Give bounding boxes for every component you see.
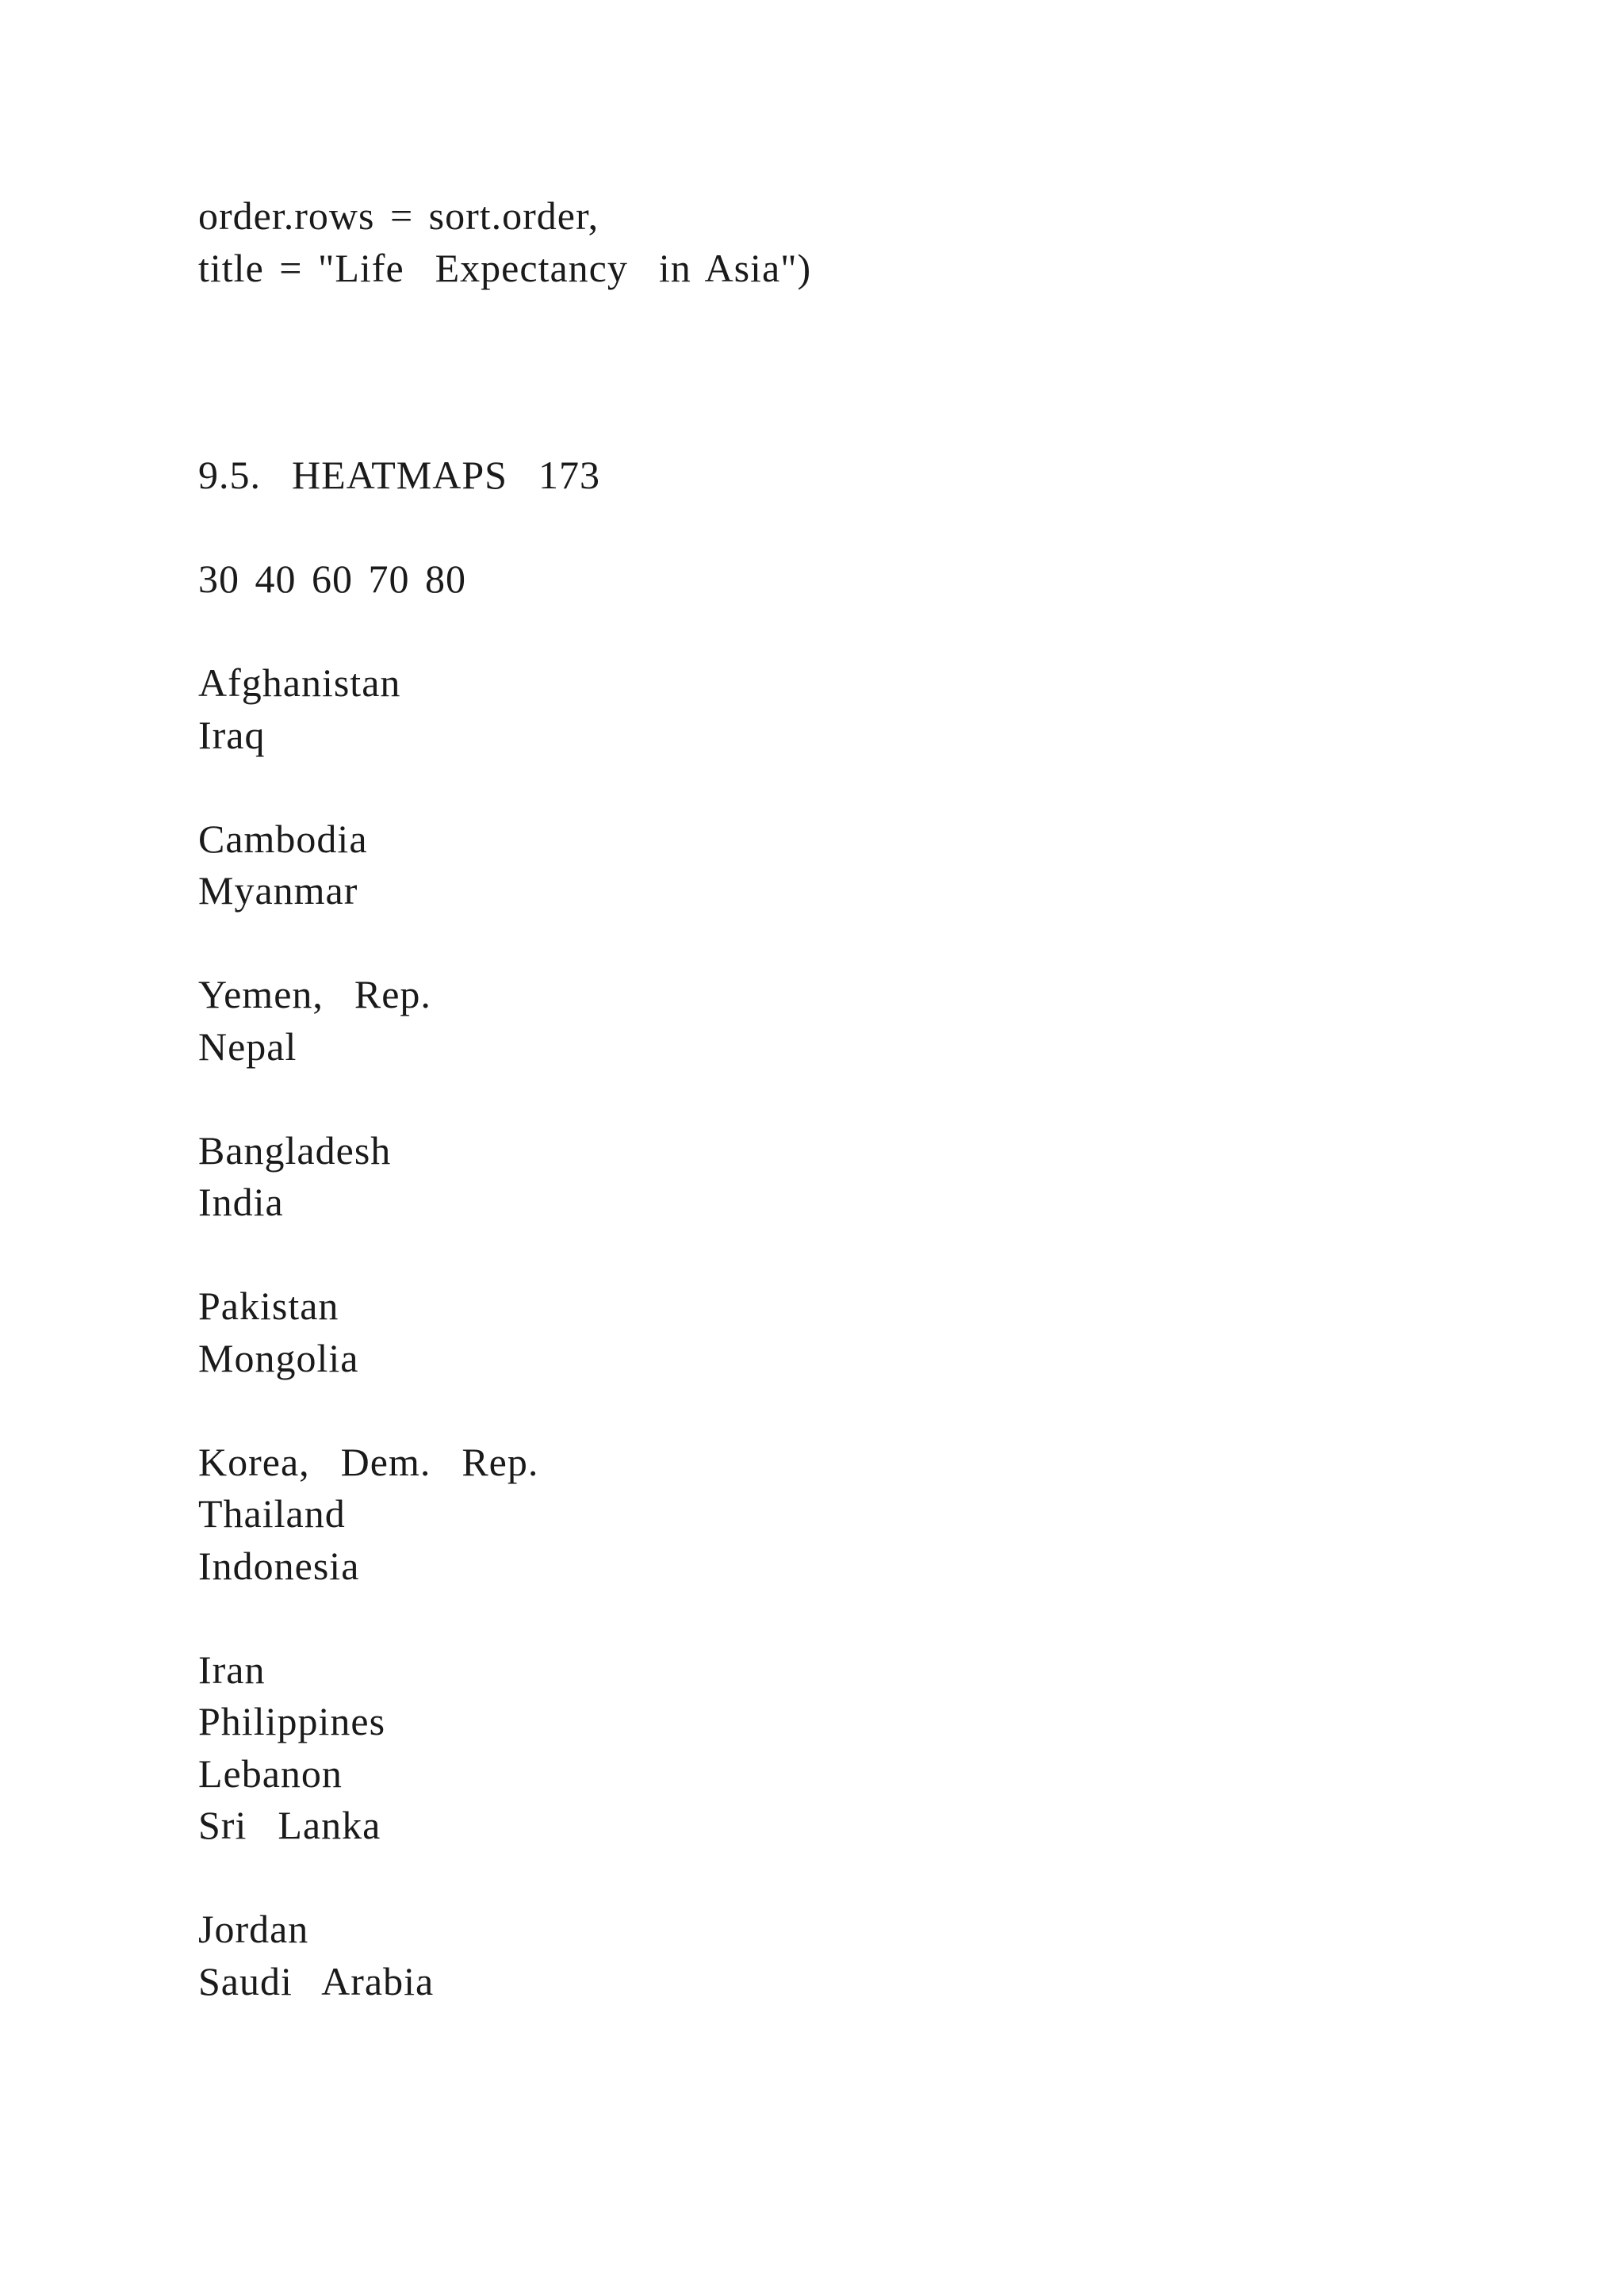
country-group: [198, 1125, 1467, 1229]
country-label: Yemen, Rep.: [198, 972, 431, 1016]
country-label: Bangladesh: [198, 1127, 392, 1173]
country-label: Myanmar: [198, 868, 358, 913]
country-group: [198, 1644, 1467, 1852]
running-header: [198, 450, 1467, 502]
country-label: Iran: [198, 1647, 266, 1692]
country-label: Nepal: [198, 1024, 297, 1069]
country-label: Korea, Dem. Rep.: [198, 1439, 539, 1484]
section-page-header: 9.5. HEATMAPS 173: [198, 453, 600, 497]
code-line: title = "Life Expectancy in Asia"): [198, 245, 812, 290]
country-group: [198, 1904, 1467, 2007]
country-label: Iraq: [198, 712, 266, 757]
country-group: [198, 813, 1467, 917]
country-label: Thailand: [198, 1491, 346, 1536]
axis-ticks-text: 30 40 60 70 80: [198, 557, 466, 601]
country-label: Sri Lanka: [198, 1803, 381, 1847]
country-label: Cambodia: [198, 816, 368, 861]
page-content: [198, 190, 1467, 2007]
country-label: Saudi Arabia: [198, 1958, 435, 2003]
country-label: Jordan: [198, 1907, 309, 1951]
country-group: [198, 969, 1467, 1073]
country-label: India: [198, 1180, 284, 1224]
code-snippet: [198, 190, 1467, 294]
axis-tick-labels: [198, 553, 1467, 606]
country-group: [198, 657, 1467, 761]
country-label: Indonesia: [198, 1543, 360, 1588]
code-line: order.rows = sort.order,: [198, 193, 599, 238]
country-label: Pakistan: [198, 1284, 339, 1328]
country-group: [198, 1280, 1467, 1384]
country-label: Mongolia: [198, 1335, 359, 1380]
country-label: Afghanistan: [198, 660, 401, 705]
country-label: Philippines: [198, 1699, 386, 1743]
country-label: Lebanon: [198, 1751, 343, 1796]
country-group: [198, 1437, 1467, 1593]
